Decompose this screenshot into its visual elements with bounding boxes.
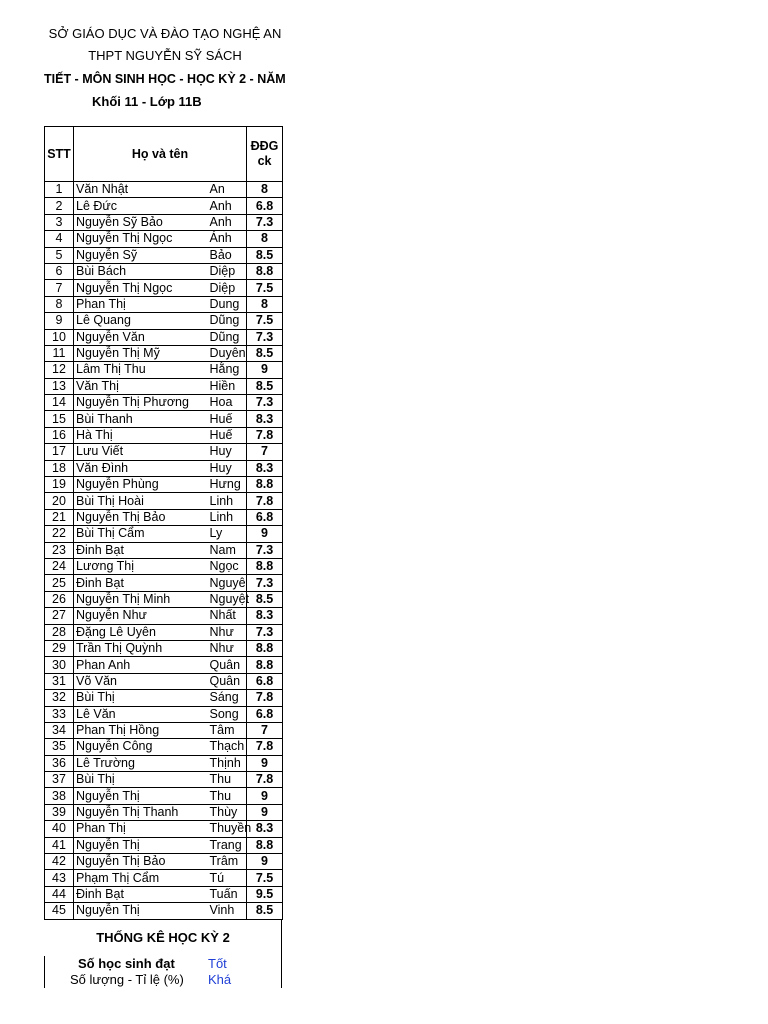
table-row: [45, 198, 283, 214]
row-score: 8.8: [247, 558, 283, 574]
table-header-row: [45, 127, 283, 182]
row-surname: Lâm Thị Thu: [74, 362, 208, 378]
row-score: 8.5: [247, 345, 283, 361]
row-given-name: Huy: [208, 444, 247, 460]
row-surname: Lưu Viết: [74, 444, 208, 460]
row-given-name: Sáng: [208, 690, 247, 706]
table-row: [45, 591, 283, 607]
row-surname: Nguyễn Thị Thanh: [74, 804, 208, 820]
stats-value-good: Tốt: [208, 956, 227, 971]
stats-label-students: Số học sinh đạt: [78, 956, 175, 971]
row-surname: Lê Trường: [74, 755, 208, 771]
row-score: 8.5: [247, 247, 283, 263]
row-stt: 43: [45, 870, 74, 886]
row-stt: 22: [45, 526, 74, 542]
row-surname: Phan Anh: [74, 657, 208, 673]
row-given-name: Như: [208, 624, 247, 640]
row-stt: 19: [45, 477, 74, 493]
row-surname: Nguyễn Thị: [74, 837, 208, 853]
table-row: [45, 247, 283, 263]
row-score: 7.8: [247, 739, 283, 755]
row-surname: Đinh Bạt: [74, 575, 208, 591]
table-row: [45, 657, 283, 673]
row-surname: Bùi Thị: [74, 772, 208, 788]
row-surname: Nguyễn Thị Minh: [74, 591, 208, 607]
row-score: 8.5: [247, 903, 283, 919]
row-score: 9: [247, 804, 283, 820]
table-row: [45, 690, 283, 706]
row-surname: Bùi Thanh: [74, 411, 208, 427]
row-stt: 36: [45, 755, 74, 771]
row-score: 9: [247, 526, 283, 542]
row-stt: 34: [45, 722, 74, 738]
department-title: SỞ GIÁO DỤC VÀ ĐÀO TẠO NGHỆ AN: [48, 26, 282, 41]
table-row: [45, 821, 283, 837]
row-score: 8.8: [247, 837, 283, 853]
row-given-name: Thạch: [208, 739, 247, 755]
row-stt: 23: [45, 542, 74, 558]
row-given-name: Diệp: [208, 263, 247, 279]
row-score: 8.8: [247, 263, 283, 279]
row-stt: 7: [45, 280, 74, 296]
row-given-name: Ánh: [208, 231, 247, 247]
table-row: [45, 804, 283, 820]
row-given-name: Ly: [208, 526, 247, 542]
row-given-name: Trâm: [208, 854, 247, 870]
row-given-name: Huế: [208, 411, 247, 427]
class-label: Khối 11 - Lớp 11B: [92, 94, 202, 109]
row-stt: 18: [45, 460, 74, 476]
stats-value-fair: Khá: [208, 972, 232, 987]
table-row: [45, 772, 283, 788]
row-stt: 17: [45, 444, 74, 460]
row-stt: 39: [45, 804, 74, 820]
row-given-name: Tuấn: [208, 886, 247, 902]
row-stt: 11: [45, 345, 74, 361]
row-stt: 24: [45, 558, 74, 574]
row-surname: Lê Văn: [74, 706, 208, 722]
row-score: 7.8: [247, 772, 283, 788]
row-stt: 5: [45, 247, 74, 263]
row-score: 9: [247, 755, 283, 771]
row-given-name: Diệp: [208, 280, 247, 296]
row-stt: 31: [45, 673, 74, 689]
table-row: [45, 526, 283, 542]
row-given-name: Hằng: [208, 362, 247, 378]
stats-title: THỐNG KÊ HỌC KỲ 2: [96, 930, 230, 945]
table-row: [45, 640, 283, 656]
row-given-name: Quân: [208, 657, 247, 673]
row-score: 8.8: [247, 640, 283, 656]
row-given-name: Anh: [208, 214, 247, 230]
stats-border-line: [44, 956, 45, 988]
table-row: [45, 493, 283, 509]
row-surname: Lê Đức: [74, 198, 208, 214]
row-stt: 3: [45, 214, 74, 230]
table-row: [45, 903, 283, 919]
row-score: 7.3: [247, 542, 283, 558]
row-surname: Nguyễn Như: [74, 608, 208, 624]
row-stt: 37: [45, 772, 74, 788]
row-score: 7: [247, 722, 283, 738]
row-surname: Lê Quang: [74, 313, 208, 329]
row-score: 7.5: [247, 280, 283, 296]
row-stt: 12: [45, 362, 74, 378]
row-surname: Văn Thị: [74, 378, 208, 394]
row-surname: Phan Thị: [74, 821, 208, 837]
row-score: 8.3: [247, 411, 283, 427]
row-stt: 41: [45, 837, 74, 853]
header-name: Họ và tên: [74, 127, 247, 182]
school-name: THPT NGUYỄN SỸ SÁCH: [88, 48, 242, 63]
row-given-name: Nguyệt: [209, 591, 250, 606]
exam-title: [0, 72, 286, 86]
grade-table: [44, 126, 283, 920]
table-row: [45, 575, 283, 591]
row-surname: Nguyễn Thị Bảo: [74, 509, 208, 525]
table-row: [45, 870, 283, 886]
row-score: 7.3: [247, 214, 283, 230]
row-score: 9.5: [247, 886, 283, 902]
row-given-name: Hưng: [208, 477, 247, 493]
table-row: [45, 362, 283, 378]
table-row: [45, 182, 283, 198]
table-row: [45, 313, 283, 329]
row-surname: Nguyễn Văn: [74, 329, 208, 345]
row-given-name: Dung: [208, 296, 247, 312]
row-surname: Đặng Lê Uyên: [74, 624, 208, 640]
row-score: 6.8: [247, 509, 283, 525]
table-row: [45, 231, 283, 247]
row-surname: Bùi Thị Cẩm: [74, 526, 208, 542]
row-stt: 32: [45, 690, 74, 706]
table-row: [45, 378, 283, 394]
row-score: 8.8: [247, 477, 283, 493]
row-stt: 29: [45, 640, 74, 656]
row-score: 7.8: [247, 427, 283, 443]
table-row: [45, 542, 283, 558]
table-row: [45, 263, 283, 279]
row-surname: Nguyễn Thị: [74, 788, 208, 804]
row-given-name: Huy: [208, 460, 247, 476]
row-score: 7.3: [247, 575, 283, 591]
row-stt: 4: [45, 231, 74, 247]
row-score: 7.8: [247, 690, 283, 706]
row-given-name: Dũng: [208, 313, 247, 329]
row-stt: 40: [45, 821, 74, 837]
row-score: 7.3: [247, 395, 283, 411]
row-surname: Nguyễn Thị Ngọc: [74, 280, 208, 296]
row-surname: Trần Thị Quỳnh: [74, 640, 208, 656]
row-surname: Nguyễn Thị: [74, 903, 208, 919]
table-row: [45, 624, 283, 640]
table-row: [45, 280, 283, 296]
row-score: 7: [247, 444, 283, 460]
row-score: 7.8: [247, 493, 283, 509]
grade-table-body: [45, 182, 283, 920]
row-stt: 8: [45, 296, 74, 312]
row-stt: 20: [45, 493, 74, 509]
table-border-line: [281, 920, 282, 988]
row-given-name: Thu: [208, 788, 247, 804]
row-stt: 13: [45, 378, 74, 394]
row-given-name: Dũng: [208, 329, 247, 345]
row-stt: 27: [45, 608, 74, 624]
row-surname: Bùi Thị: [74, 690, 208, 706]
row-given-name: Thịnh: [208, 755, 247, 771]
row-surname: Bùi Bách: [74, 263, 208, 279]
row-surname: Đinh Bạt: [74, 542, 208, 558]
row-surname: Bùi Thị Hoài: [74, 493, 208, 509]
table-row: [45, 345, 283, 361]
row-given-name: Bảo: [208, 247, 247, 263]
row-stt: 38: [45, 788, 74, 804]
row-surname: Lương Thị: [74, 558, 208, 574]
table-row: [45, 509, 283, 525]
row-stt: 10: [45, 329, 74, 345]
row-stt: 9: [45, 313, 74, 329]
row-score: 8.5: [247, 378, 283, 394]
row-score: 6.8: [247, 673, 283, 689]
row-score: 7.3: [247, 329, 283, 345]
row-stt: 28: [45, 624, 74, 640]
table-row: [45, 329, 283, 345]
row-stt: 33: [45, 706, 74, 722]
table-row: [45, 444, 283, 460]
stats-label-count: Số lượng - Tỉ lệ (%): [70, 972, 184, 987]
row-surname: Nguyễn Công: [74, 739, 208, 755]
row-surname: Võ Văn: [74, 673, 208, 689]
header-score-text: ĐĐG ck: [250, 139, 279, 168]
row-surname: Hà Thị: [74, 427, 208, 443]
table-row: [45, 788, 283, 804]
row-given-name: Nguyê: [209, 575, 246, 590]
row-surname: Nguyễn Thị Mỹ: [74, 345, 208, 361]
row-given-name: Tú: [208, 870, 247, 886]
row-given-name: Anh: [208, 198, 247, 214]
table-row: [45, 296, 283, 312]
row-stt: 26: [45, 591, 74, 607]
table-row: [45, 854, 283, 870]
row-score: 9: [247, 854, 283, 870]
row-stt: 44: [45, 886, 74, 902]
row-stt: 1: [45, 182, 74, 198]
row-given-name: Ngọc: [208, 558, 247, 574]
table-row: [45, 673, 283, 689]
row-surname: Phạm Thị Cẩm: [74, 870, 208, 886]
table-row: [45, 706, 283, 722]
row-score: 8: [247, 182, 283, 198]
row-score: 6.8: [247, 706, 283, 722]
row-surname: Nguyễn Phùng: [74, 477, 208, 493]
table-row: [45, 395, 283, 411]
row-surname: Nguyễn Thị Phương: [74, 395, 208, 411]
row-surname: Văn Đình: [74, 460, 208, 476]
row-surname: Nguyễn Sỹ Bảo: [74, 214, 208, 230]
table-row: [45, 477, 283, 493]
row-score: 8.5: [247, 591, 283, 607]
table-row: [45, 411, 283, 427]
row-given-name: Quân: [208, 673, 247, 689]
row-given-name: Trang: [208, 837, 247, 853]
row-score: 8: [247, 231, 283, 247]
row-given-name: Linh: [208, 509, 247, 525]
row-given-name: Huế: [208, 427, 247, 443]
row-stt: 21: [45, 509, 74, 525]
header-stt: STT: [45, 127, 74, 182]
row-surname: Văn Nhật: [74, 182, 208, 198]
row-stt: 42: [45, 854, 74, 870]
row-stt: 2: [45, 198, 74, 214]
row-score: 9: [247, 788, 283, 804]
row-stt: 16: [45, 427, 74, 443]
row-score: 7.3: [247, 624, 283, 640]
header-score: [247, 127, 283, 182]
row-score: 8.8: [247, 657, 283, 673]
row-stt: 35: [45, 739, 74, 755]
row-score: 9: [247, 362, 283, 378]
row-stt: 6: [45, 263, 74, 279]
row-given-name: Thu: [208, 772, 247, 788]
row-given-name: An: [208, 182, 247, 198]
row-stt: 30: [45, 657, 74, 673]
row-given-name: Linh: [208, 493, 247, 509]
row-score: 6.8: [247, 198, 283, 214]
row-given-name: Nhất: [208, 608, 247, 624]
row-score: 8.3: [247, 821, 283, 837]
row-given-name: Thùy: [208, 804, 247, 820]
row-score: 7.5: [247, 313, 283, 329]
row-score: 8: [247, 296, 283, 312]
row-given-name: Vinh: [208, 903, 247, 919]
row-given-name: Nam: [208, 542, 247, 558]
row-surname: Nguyễn Thị Ngọc: [74, 231, 208, 247]
row-given-name: Tâm: [208, 722, 247, 738]
row-given-name: Hoa: [208, 395, 247, 411]
row-stt: 25: [45, 575, 74, 591]
row-stt: 45: [45, 903, 74, 919]
row-surname: Đinh Bạt: [74, 886, 208, 902]
row-score: 8.3: [247, 460, 283, 476]
table-row: [45, 558, 283, 574]
exam-title-text: TIẾT - MÔN SINH HỌC - HỌC KỲ 2 - NĂM: [44, 72, 286, 86]
row-stt: 14: [45, 395, 74, 411]
table-row: [45, 214, 283, 230]
row-score: 8.3: [247, 608, 283, 624]
row-given-name: Hiền: [208, 378, 247, 394]
table-row: [45, 427, 283, 443]
row-given-name: Thuyền: [209, 821, 252, 836]
row-given-name: Như: [208, 640, 247, 656]
row-surname: Phan Thị: [74, 296, 208, 312]
row-surname: Phan Thị Hồng: [74, 722, 208, 738]
table-row: [45, 755, 283, 771]
table-row: [45, 739, 283, 755]
table-row: [45, 460, 283, 476]
row-surname: Nguyễn Sỹ: [74, 247, 208, 263]
table-row: [45, 608, 283, 624]
table-row: [45, 886, 283, 902]
row-given-name: Song: [208, 706, 247, 722]
row-stt: 15: [45, 411, 74, 427]
table-row: [45, 722, 283, 738]
table-row: [45, 837, 283, 853]
row-given-name: Duyên: [209, 346, 246, 361]
row-score: 7.5: [247, 870, 283, 886]
row-surname: Nguyễn Thị Bảo: [74, 854, 208, 870]
